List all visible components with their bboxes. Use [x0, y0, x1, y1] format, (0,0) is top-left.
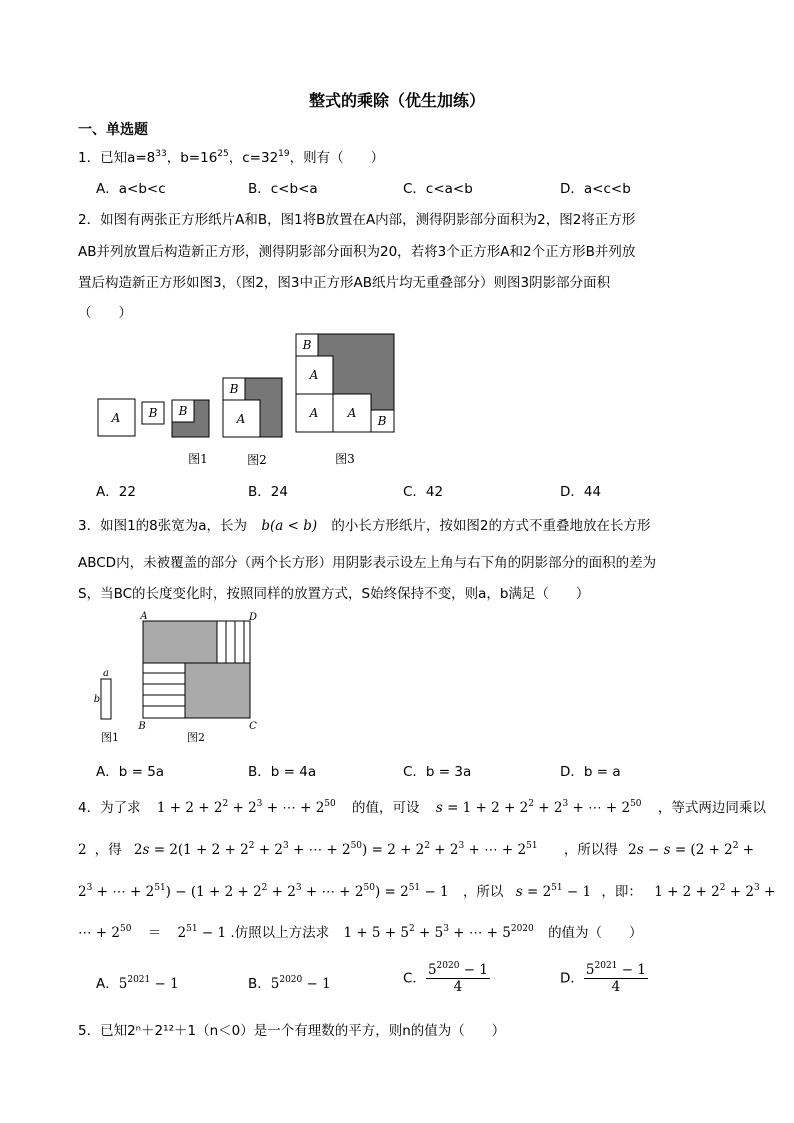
- q2-label-a: A: [309, 406, 319, 420]
- question-4-line1: 4．为了求 $1 + 2 + 2^2 + 2^3$ + ⋯ + $2^{50}$ 的值，可设 $s = 1 + 2 + 2^2 + 2^3$ + ⋯ + $2^{50}$ ，等式两边同乘以: [78, 799, 766, 816]
- q2-label-a: A: [347, 406, 357, 420]
- q2-label-a: A: [111, 411, 121, 425]
- q3-shaded-top-left: [143, 621, 217, 663]
- question-2-line2: AB并列放置后构造新正方形，测得阴影部分面积为20，若将3个正方形A和2个正方形B并列放: [78, 244, 636, 260]
- q2-label-b: B: [302, 338, 312, 352]
- question-2-line4: （ ）: [78, 305, 132, 321]
- q2-label-b: B: [377, 414, 387, 428]
- q4-option-a[interactable]: A．$5^{2021} - 1$: [96, 975, 179, 992]
- q3-fig1-caption: 图1: [101, 731, 119, 744]
- question-3-line2: ABCD内，未被覆盖的部分（两个长方形）用阴影表示设左上角与右下角的阴影部分的面积的差为: [78, 555, 657, 571]
- q3-vertex-d: D: [248, 612, 258, 623]
- q2-label-a: A: [236, 412, 246, 426]
- q3-vertex-a: A: [140, 611, 148, 622]
- q3-option-d[interactable]: D．b = a: [560, 764, 621, 780]
- question-4-line2: 2 ，得 $2s = 2(1 + 2 + 2^2 + 2^3$ + ⋯ + $2^{50}) = 2 + 2^2 + 2^3$ + ⋯ + $2^{51}$ ，所以得 $2s - s = (2 + 2^2$ +: [78, 841, 755, 858]
- q2-fig1-caption: 图1: [188, 452, 208, 466]
- q3-option-a[interactable]: A．b = 5a: [96, 764, 165, 780]
- q2-label-b: B: [148, 406, 158, 420]
- q4-option-d[interactable]: D． $\frac{5^{2021} - 1}{4}$: [560, 961, 646, 995]
- q2-option-a[interactable]: A．22: [96, 484, 136, 500]
- q3-label-b: b: [93, 694, 101, 705]
- q2-label-b: B: [229, 382, 239, 396]
- question-1-stem: 1．已知$a=8^{33}$，$b=16^{25}$，$c=32^{19}$，则有（ ）: [78, 149, 385, 166]
- q1-option-b[interactable]: B．c<b<a: [248, 181, 318, 197]
- question-3-line3: S，当BC的长度变化时，按照同样的放置方式，S始终保持不变，则a，b满足（ ）: [78, 586, 590, 602]
- q1-option-d[interactable]: D．a<c<b: [560, 181, 631, 197]
- q3-vertex-b: B: [138, 721, 146, 732]
- question-4-line4: ⋯ + $2^{50} = 2^{51} - 1$ .仿照以上方法求 $1 + 5 + 5^2 + 5^3$ + ⋯ + $5^{2020}$ 的值为（ ）: [78, 924, 643, 941]
- q3-shaded-bottom-right: [185, 663, 250, 718]
- q3-fig1-rect: [101, 679, 111, 719]
- q2-figures: [90, 328, 410, 473]
- question-2-line3: 置后构造新正方形如图3，（图2，图3中正方形AB纸片均无重叠部分）则图3阴影部分面积: [78, 275, 611, 291]
- page-title: 整式的乘除（优生加练）: [308, 91, 485, 110]
- q2-option-d[interactable]: D．44: [560, 484, 602, 500]
- q3-option-c[interactable]: C．b = 3a: [403, 764, 472, 780]
- q1-option-a[interactable]: A．a<b<c: [96, 181, 166, 197]
- q2-fig3-caption: 图3: [335, 452, 355, 466]
- q2-label-a: A: [309, 368, 319, 382]
- question-2-line1: 2．如图有两张正方形纸片A和B，图1将B放置在A内部，测得阴影部分面积为2，图2将正方形: [78, 212, 636, 228]
- q2-fig2-caption: 图2: [247, 453, 267, 467]
- q2-option-b[interactable]: B．24: [248, 484, 288, 500]
- q3-figures: [90, 608, 270, 748]
- q1-option-c[interactable]: C．c<a<b: [403, 181, 473, 197]
- question-4-line3: $2^3$ + ⋯ + $2^{51}) - (1 + 2 + 2^2 + 2^3$ + ⋯ + $2^{50}) = 2^{51} - 1$ ，所以 $s = 2^{51} - 1$ ，即： $1 + 2 + 2^2 + 2^3$ +: [78, 883, 776, 900]
- q4-option-b[interactable]: B．$5^{2020} - 1$: [248, 975, 331, 992]
- q3-vertex-c: C: [249, 721, 257, 732]
- q3-label-a: a: [103, 668, 109, 679]
- question-5-stem: 5．已知2ⁿ＋2¹²＋1（n＜0）是一个有理数的平方，则n的值为（ ）: [78, 1023, 506, 1039]
- section-heading: 一、单选题: [78, 122, 148, 138]
- q3-option-b[interactable]: B．b = 4a: [248, 764, 317, 780]
- q3-fig2-caption: 图2: [187, 731, 205, 744]
- q4-option-c[interactable]: C． $\frac{5^{2020} - 1}{4}$: [403, 961, 488, 995]
- question-3-line1: 3．如图1的8张宽为a，长为 b(a < b) 的小长方形纸片，按如图2的方式不重叠地放在长方形: [78, 518, 651, 534]
- q2-label-b: B: [178, 404, 188, 418]
- q2-option-c[interactable]: C．42: [403, 484, 444, 500]
